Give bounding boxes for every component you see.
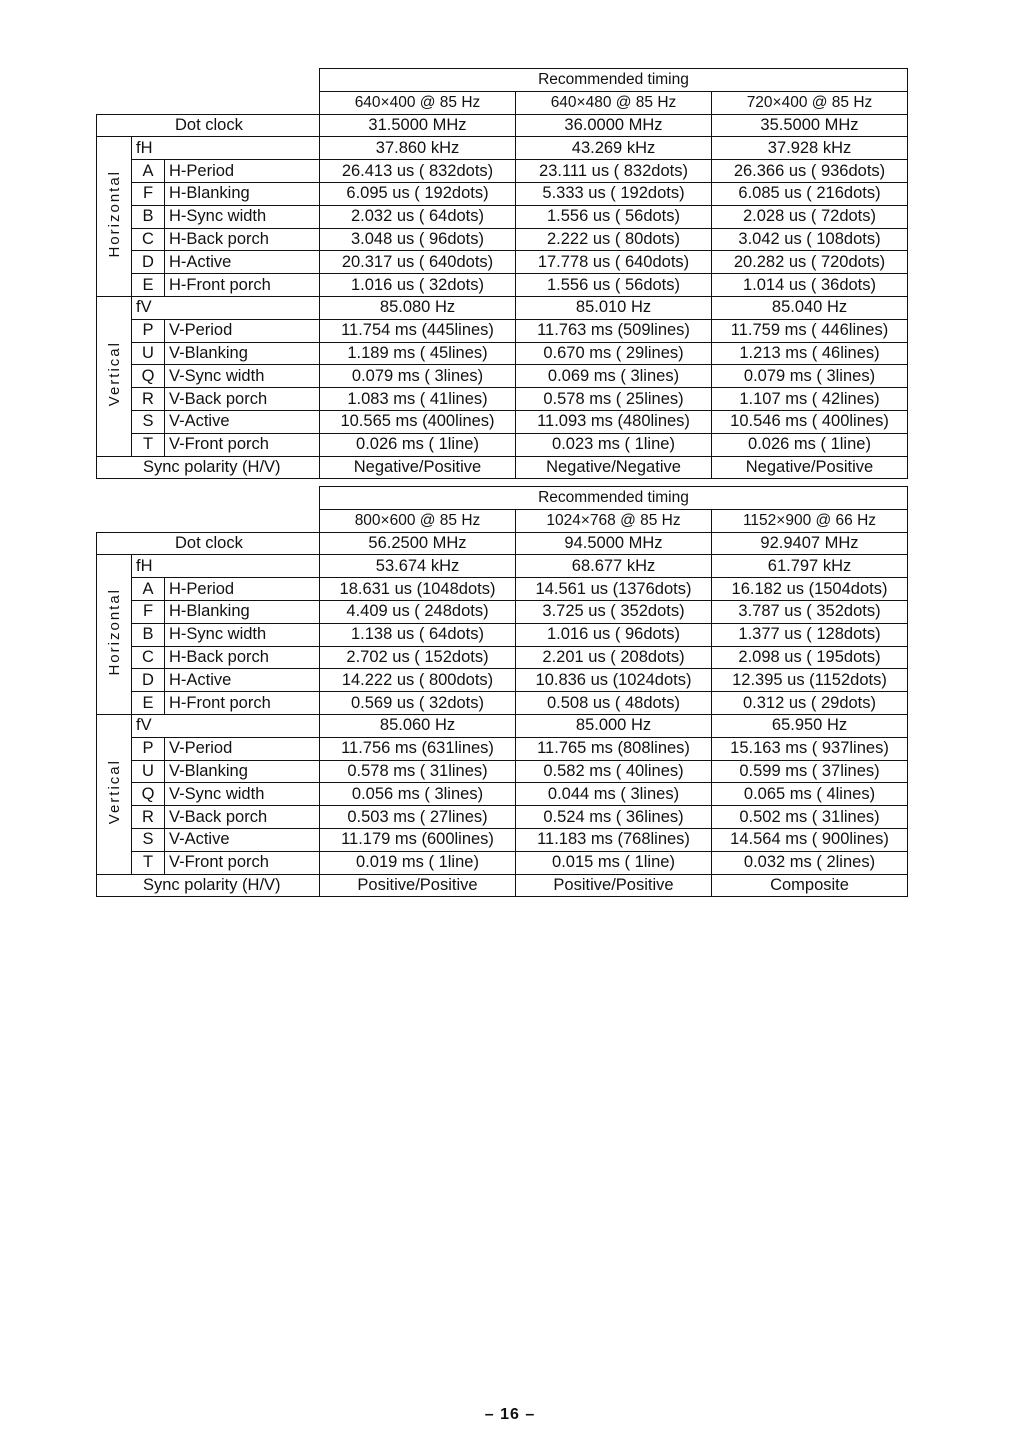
row-value: 0.069 ms ( 3lines) <box>516 365 712 388</box>
row-label: V-Period <box>165 737 320 760</box>
row-value: 1.189 ms ( 45lines) <box>320 342 516 365</box>
dot-clock-value: 36.0000 MHz <box>516 114 712 137</box>
horizontal-group <box>97 137 132 297</box>
horizontal-group-label: Horizontal <box>105 587 123 676</box>
row-label: H-Front porch <box>165 692 320 715</box>
timing-table-1 <box>96 68 908 479</box>
row-letter: P <box>132 319 165 342</box>
row-value: 2.098 us ( 195dots) <box>712 646 908 669</box>
row-letter: D <box>132 669 165 692</box>
blank-corner <box>97 91 320 114</box>
row-value: 0.065 ms ( 4lines) <box>712 783 908 806</box>
sync-polarity-label: Sync polarity (H/V) <box>97 456 320 479</box>
row-value: 14.561 us (1376dots) <box>516 578 712 601</box>
table-row <box>97 274 908 297</box>
row-letter: S <box>132 410 165 433</box>
mode-header: 1152×900 @ 66 Hz <box>712 509 908 532</box>
mode-header: 1024×768 @ 85 Hz <box>516 509 712 532</box>
row-label: H-Period <box>165 160 320 183</box>
row-value: 0.015 ms ( 1line) <box>516 851 712 874</box>
horizontal-group <box>97 555 132 715</box>
table-row <box>97 783 908 806</box>
row-label: V-Active <box>165 828 320 851</box>
row-value: 1.016 us ( 96dots) <box>516 623 712 646</box>
table-row <box>97 251 908 274</box>
caption: Recommended timing <box>320 487 908 510</box>
row-label: V-Back porch <box>165 806 320 829</box>
blank-corner <box>97 69 320 92</box>
row-value: 0.019 ms ( 1line) <box>320 851 516 874</box>
row-label: H-Period <box>165 578 320 601</box>
fv-value: 85.000 Hz <box>516 714 712 737</box>
table-row <box>97 228 908 251</box>
row-letter: T <box>132 851 165 874</box>
row-label: V-Front porch <box>165 433 320 456</box>
row-value: 0.044 ms ( 3lines) <box>516 783 712 806</box>
row-value: 0.578 ms ( 31lines) <box>320 760 516 783</box>
sync-polarity-value: Negative/Positive <box>712 456 908 479</box>
fv-value: 85.080 Hz <box>320 296 516 319</box>
row-value: 14.564 ms ( 900lines) <box>712 828 908 851</box>
row-value: 11.093 ms (480lines) <box>516 410 712 433</box>
row-label: H-Back porch <box>165 646 320 669</box>
table-row <box>97 692 908 715</box>
table-row <box>97 182 908 205</box>
row-letter: E <box>132 692 165 715</box>
row-value: 0.026 ms ( 1line) <box>320 433 516 456</box>
row-value: 11.759 ms ( 446lines) <box>712 319 908 342</box>
blank-corner <box>97 509 320 532</box>
row-value: 1.016 us ( 32dots) <box>320 274 516 297</box>
row-value: 11.763 ms (509lines) <box>516 319 712 342</box>
horizontal-group-label: Horizontal <box>105 169 123 258</box>
table-row <box>97 365 908 388</box>
fh-value: 53.674 kHz <box>320 555 516 578</box>
table-row <box>97 600 908 623</box>
row-value: 3.787 us ( 352dots) <box>712 600 908 623</box>
sync-polarity-value: Positive/Positive <box>516 874 712 897</box>
row-value: 1.556 us ( 56dots) <box>516 205 712 228</box>
row-value: 0.599 ms ( 37lines) <box>712 760 908 783</box>
row-value: 1.213 ms ( 46lines) <box>712 342 908 365</box>
row-label: H-Back porch <box>165 228 320 251</box>
row-value: 20.282 us ( 720dots) <box>712 251 908 274</box>
row-value: 26.366 us ( 936dots) <box>712 160 908 183</box>
sync-polarity-value: Negative/Positive <box>320 456 516 479</box>
dot-clock-value: 56.2500 MHz <box>320 532 516 555</box>
row-label: V-Back porch <box>165 388 320 411</box>
table-row <box>97 160 908 183</box>
caption: Recommended timing <box>320 69 908 92</box>
row-value: 20.317 us ( 640dots) <box>320 251 516 274</box>
row-label: H-Blanking <box>165 600 320 623</box>
timing-table-2 <box>96 486 908 897</box>
vertical-group <box>97 714 132 874</box>
row-letter: U <box>132 760 165 783</box>
row-value: 10.565 ms (400lines) <box>320 410 516 433</box>
row-letter: R <box>132 806 165 829</box>
row-value: 23.111 us ( 832dots) <box>516 160 712 183</box>
row-letter: Q <box>132 365 165 388</box>
fh-value: 43.269 kHz <box>516 137 712 160</box>
row-label: V-Period <box>165 319 320 342</box>
row-letter: P <box>132 737 165 760</box>
table-row <box>97 737 908 760</box>
row-label: V-Blanking <box>165 760 320 783</box>
row-value: 11.754 ms (445lines) <box>320 319 516 342</box>
row-letter: F <box>132 182 165 205</box>
row-label: H-Blanking <box>165 182 320 205</box>
fh-value: 61.797 kHz <box>712 555 908 578</box>
row-value: 11.179 ms (600lines) <box>320 828 516 851</box>
row-value: 4.409 us ( 248dots) <box>320 600 516 623</box>
fv-value: 85.060 Hz <box>320 714 516 737</box>
row-value: 14.222 us ( 800dots) <box>320 669 516 692</box>
row-value: 26.413 us ( 832dots) <box>320 160 516 183</box>
row-letter: B <box>132 623 165 646</box>
row-value: 11.756 ms (631lines) <box>320 737 516 760</box>
row-value: 10.546 ms ( 400lines) <box>712 410 908 433</box>
row-value: 1.083 ms ( 41lines) <box>320 388 516 411</box>
row-letter: U <box>132 342 165 365</box>
vertical-group-label: Vertical <box>105 758 123 824</box>
row-value: 0.578 ms ( 25lines) <box>516 388 712 411</box>
fh-value: 68.677 kHz <box>516 555 712 578</box>
table-row <box>97 578 908 601</box>
dot-clock-label: Dot clock <box>97 532 320 555</box>
blank-corner <box>97 487 320 510</box>
row-value: 3.725 us ( 352dots) <box>516 600 712 623</box>
row-letter: S <box>132 828 165 851</box>
row-label: H-Active <box>165 251 320 274</box>
row-value: 0.026 ms ( 1line) <box>712 433 908 456</box>
row-label: H-Sync width <box>165 205 320 228</box>
table-row <box>97 760 908 783</box>
fh-value: 37.860 kHz <box>320 137 516 160</box>
mode-header: 640×480 @ 85 Hz <box>516 91 712 114</box>
row-letter: R <box>132 388 165 411</box>
row-value: 1.556 us ( 56dots) <box>516 274 712 297</box>
dot-clock-value: 31.5000 MHz <box>320 114 516 137</box>
row-letter: F <box>132 600 165 623</box>
row-value: 16.182 us (1504dots) <box>712 578 908 601</box>
row-value: 10.836 us (1024dots) <box>516 669 712 692</box>
row-letter: C <box>132 646 165 669</box>
table-row <box>97 342 908 365</box>
row-letter: C <box>132 228 165 251</box>
row-label: H-Sync width <box>165 623 320 646</box>
row-label: V-Active <box>165 410 320 433</box>
row-letter: A <box>132 578 165 601</box>
sync-polarity-value: Composite <box>712 874 908 897</box>
dot-clock-value: 92.9407 MHz <box>712 532 908 555</box>
row-letter: D <box>132 251 165 274</box>
row-value: 0.503 ms ( 27lines) <box>320 806 516 829</box>
row-value: 12.395 us (1152dots) <box>712 669 908 692</box>
row-value: 1.377 us ( 128dots) <box>712 623 908 646</box>
row-label: V-Sync width <box>165 365 320 388</box>
row-value: 2.222 us ( 80dots) <box>516 228 712 251</box>
row-letter: T <box>132 433 165 456</box>
mode-header: 640×400 @ 85 Hz <box>320 91 516 114</box>
table-row <box>97 388 908 411</box>
table-row <box>97 319 908 342</box>
row-label: V-Front porch <box>165 851 320 874</box>
row-value: 1.107 ms ( 42lines) <box>712 388 908 411</box>
fv-value: 85.010 Hz <box>516 296 712 319</box>
row-value: 0.079 ms ( 3lines) <box>712 365 908 388</box>
row-value: 6.085 us ( 216dots) <box>712 182 908 205</box>
sync-polarity-value: Negative/Negative <box>516 456 712 479</box>
row-value: 5.333 us ( 192dots) <box>516 182 712 205</box>
table-row <box>97 646 908 669</box>
row-letter: E <box>132 274 165 297</box>
row-value: 2.702 us ( 152dots) <box>320 646 516 669</box>
row-value: 2.028 us ( 72dots) <box>712 205 908 228</box>
row-label: H-Active <box>165 669 320 692</box>
fh-label: fH <box>132 555 320 578</box>
row-value: 6.095 us ( 192dots) <box>320 182 516 205</box>
row-value: 0.312 us ( 29dots) <box>712 692 908 715</box>
row-value: 11.765 ms (808lines) <box>516 737 712 760</box>
dot-clock-label: Dot clock <box>97 114 320 137</box>
row-value: 0.524 ms ( 36lines) <box>516 806 712 829</box>
table-row <box>97 205 908 228</box>
fv-value: 85.040 Hz <box>712 296 908 319</box>
row-value: 0.502 ms ( 31lines) <box>712 806 908 829</box>
table-row <box>97 806 908 829</box>
dot-clock-value: 94.5000 MHz <box>516 532 712 555</box>
sync-polarity-label: Sync polarity (H/V) <box>97 874 320 897</box>
row-value: 3.042 us ( 108dots) <box>712 228 908 251</box>
vertical-group-label: Vertical <box>105 340 123 406</box>
row-value: 3.048 us ( 96dots) <box>320 228 516 251</box>
row-value: 1.014 us ( 36dots) <box>712 274 908 297</box>
fh-label: fH <box>132 137 320 160</box>
mode-header: 800×600 @ 85 Hz <box>320 509 516 532</box>
row-value: 11.183 ms (768lines) <box>516 828 712 851</box>
vertical-group <box>97 296 132 456</box>
row-label: V-Sync width <box>165 783 320 806</box>
row-value: 15.163 ms ( 937lines) <box>712 737 908 760</box>
row-letter: Q <box>132 783 165 806</box>
row-value: 17.778 us ( 640dots) <box>516 251 712 274</box>
row-value: 0.569 us ( 32dots) <box>320 692 516 715</box>
fv-label: fV <box>132 296 320 319</box>
page-number: – 16 – <box>484 1406 536 1423</box>
row-letter: A <box>132 160 165 183</box>
row-letter: B <box>132 205 165 228</box>
row-value: 1.138 us ( 64dots) <box>320 623 516 646</box>
table-row <box>97 851 908 874</box>
row-value: 0.508 us ( 48dots) <box>516 692 712 715</box>
row-label: V-Blanking <box>165 342 320 365</box>
row-value: 0.670 ms ( 29lines) <box>516 342 712 365</box>
row-value: 2.201 us ( 208dots) <box>516 646 712 669</box>
row-value: 18.631 us (1048dots) <box>320 578 516 601</box>
table-row <box>97 410 908 433</box>
table-row <box>97 433 908 456</box>
sync-polarity-value: Positive/Positive <box>320 874 516 897</box>
dot-clock-value: 35.5000 MHz <box>712 114 908 137</box>
fv-label: fV <box>132 714 320 737</box>
table-row <box>97 669 908 692</box>
table-row <box>97 828 908 851</box>
row-value: 0.582 ms ( 40lines) <box>516 760 712 783</box>
row-value: 0.056 ms ( 3lines) <box>320 783 516 806</box>
row-label: H-Front porch <box>165 274 320 297</box>
row-value: 0.023 ms ( 1line) <box>516 433 712 456</box>
fh-value: 37.928 kHz <box>712 137 908 160</box>
row-value: 2.032 us ( 64dots) <box>320 205 516 228</box>
row-value: 0.079 ms ( 3lines) <box>320 365 516 388</box>
row-value: 0.032 ms ( 2lines) <box>712 851 908 874</box>
fv-value: 65.950 Hz <box>712 714 908 737</box>
table-row <box>97 623 908 646</box>
mode-header: 720×400 @ 85 Hz <box>712 91 908 114</box>
